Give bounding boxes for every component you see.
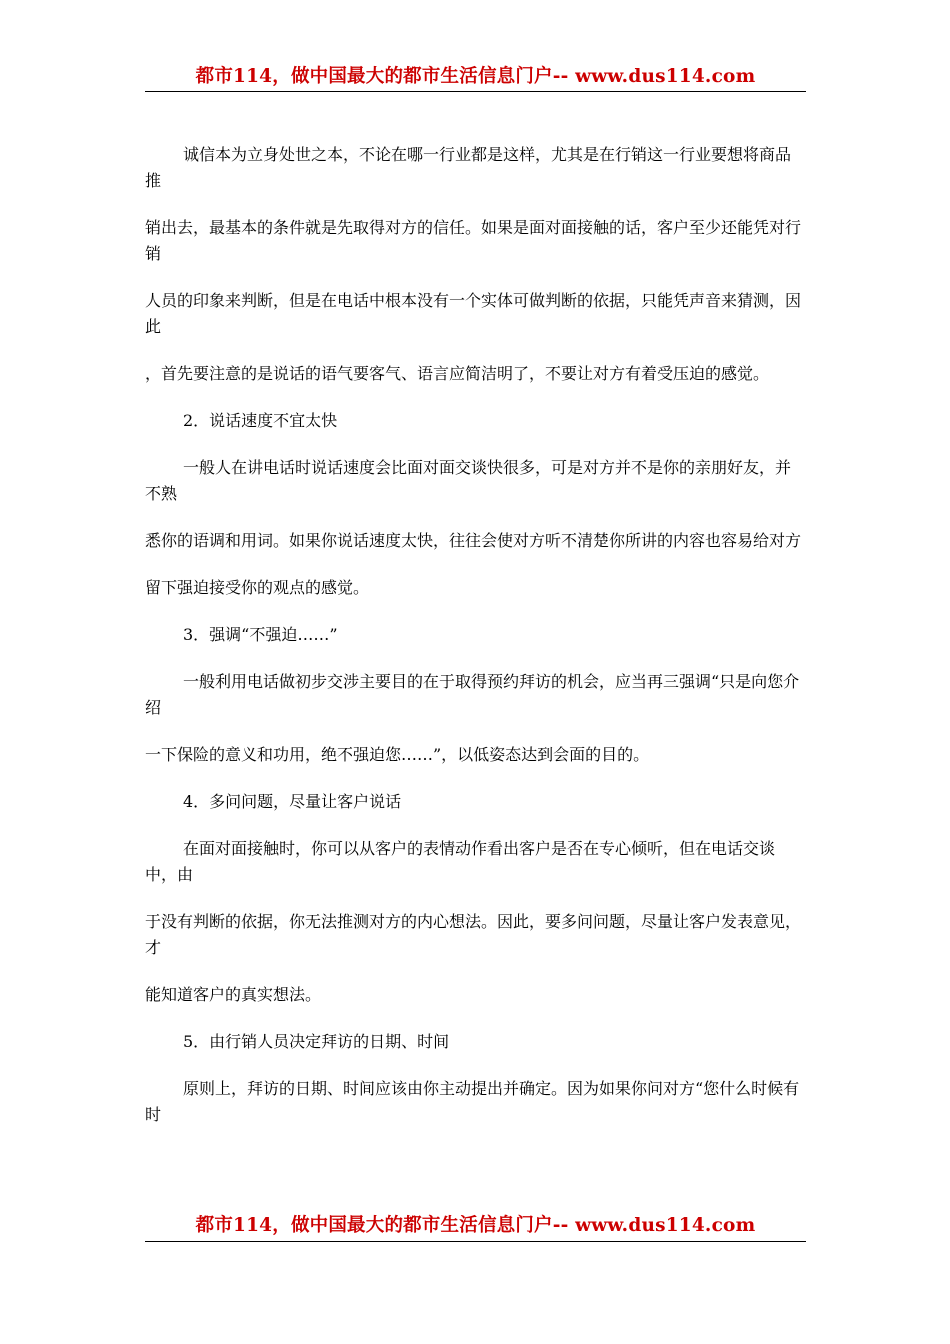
paragraph-integrity-trust: 销出去，最基本的条件就是先取得对方的信任。如果是面对面接触的话，客户至少还能凭对行销 (145, 218, 802, 263)
paragraph-ask-questions-3: 能知道客户的真实想法。 (145, 985, 322, 1004)
page-header-banner: 都市114，做中国最大的都市生活信息门户-- www.dus114.com (195, 66, 756, 87)
paragraph-speed-2: 悉你的语调和用词。如果你说话速度太快，往往会使对方听不清楚你所讲的内容也容易给对方 (145, 531, 802, 550)
paragraph-integrity-tone: ，首先要注意的是说话的语气要客气、语言应简洁明了，不要让对方有着受压迫的感觉。 (145, 364, 770, 383)
paragraph-integrity-phone: 人员的印象来判断，但是在电话中根本没有一个实体可做判断的依据，只能凭声音来猜测，因此 (145, 291, 802, 336)
paragraph-ask-questions-2: 于没有判断的依据，你无法推测对方的内心想法。因此，要多问问题，尽量让客户发表意见，才 (145, 912, 802, 957)
paragraph-integrity-intro: 诚信本为立身处世之本，不论在哪一行业都是这样，尤其是在行销这一行业要想将商品推 (145, 145, 792, 190)
paragraph-ask-questions-1: 在面对面接触时，你可以从客户的表情动作看出客户是否在专心倾听，但在电话交谈中，由 (145, 839, 776, 884)
document-body (145, 142, 806, 1128)
page-footer-banner: 都市114，做中国最大的都市生活信息门户-- www.dus114.com (195, 1215, 756, 1236)
paragraph-no-pressure-1: 一般利用电话做初步交涉主要目的在于取得预约拜访的机会，应当再三强调“只是向您介绍 (145, 672, 800, 717)
section-heading-ask-questions: 4．多问问题，尽量让客户说话 (183, 792, 402, 811)
section-heading-speed: 2．说话速度不宜太快 (183, 411, 338, 430)
section-heading-schedule: 5．由行销人员决定拜访的日期、时间 (183, 1032, 450, 1051)
paragraph-schedule-1: 原则上，拜访的日期、时间应该由你主动提出并确定。因为如果你问对方“您什么时候有时 (145, 1079, 800, 1124)
header-divider (145, 91, 806, 92)
paragraph-no-pressure-2: 一下保险的意义和功用，绝不强迫您……”，以低姿态达到会面的目的。 (145, 745, 650, 764)
paragraph-speed-3: 留下强迫接受你的观点的感觉。 (145, 578, 370, 597)
footer-divider (145, 1241, 806, 1242)
section-heading-no-pressure: 3．强调“不强迫……” (183, 625, 338, 644)
paragraph-speed-1: 一般人在讲电话时说话速度会比面对面交谈快很多，可是对方并不是你的亲朋好友，并不熟 (145, 458, 792, 503)
